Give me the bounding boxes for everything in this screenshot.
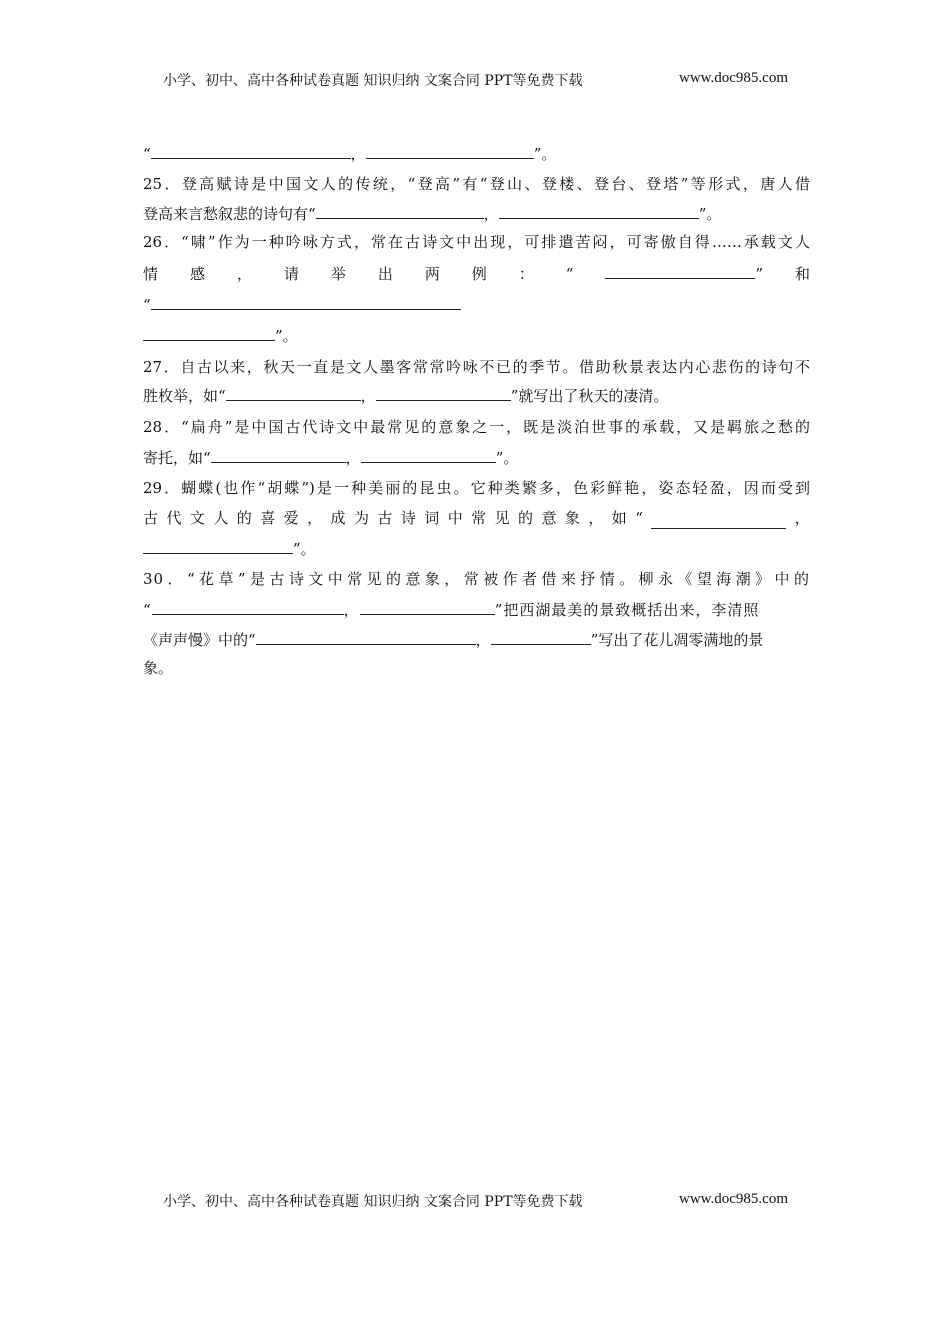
text: ，: [343, 601, 360, 619]
q26-answer-line-3: [143, 324, 810, 346]
char: 两: [424, 265, 440, 283]
text: ，: [345, 449, 361, 467]
header-text: 小学、初中、高中各种试卷真题 知识归纳 文案合同 PPT等免费下载: [163, 73, 583, 89]
char: 和: [794, 265, 810, 283]
answer-blank[interactable]: [366, 142, 534, 159]
char: 意: [541, 509, 557, 527]
q26-answer-line-2: [143, 293, 810, 315]
answer-blank[interactable]: [361, 446, 496, 463]
answer-blank[interactable]: [211, 446, 346, 463]
char: 例: [471, 265, 487, 283]
q26-text: 26．“啸”作为一种吟咏方式，常在古诗文中出现，可排遣苦闷，可寄傲自得……承载文人: [143, 233, 810, 251]
text: ”就写出了秋天的凄清。: [510, 387, 669, 405]
q28-text: 28．“扁舟”是中国古代诗文中最常见的意象之一，既是淡泊世事的承载，又是羁旅之愁的: [143, 418, 810, 436]
char: 中: [447, 509, 463, 527]
char: ，: [307, 509, 323, 527]
text: 寄托，如“: [143, 449, 211, 467]
header-url: www.doc985.com: [678, 70, 788, 86]
text: “: [143, 601, 152, 619]
text: “: [143, 296, 151, 314]
page-header: [163, 70, 788, 90]
answer-blank[interactable]: [360, 598, 495, 615]
q29-text: 29．蝴蝶(也作“胡蝶”)是一种美丽的昆虫。它种类繁多，色彩鲜艳，姿态轻盈，因而受到: [143, 479, 810, 497]
char: 情: [143, 265, 159, 283]
text: ”。: [495, 449, 519, 467]
text: “: [143, 145, 151, 163]
page-footer: [163, 1191, 788, 1211]
q28-answer-line: [143, 446, 810, 468]
char: 古: [377, 509, 393, 527]
text: ”写出了花儿凋零满地的景: [590, 631, 764, 649]
text: ，: [475, 631, 491, 649]
q30-end: 象。: [143, 659, 174, 677]
q29-spaced-line: [143, 507, 810, 529]
answer-blank[interactable]: [376, 384, 511, 401]
char: 文: [189, 509, 205, 527]
text: ”把西湖最美的景致概括出来，李清照: [494, 601, 760, 619]
char: 如: [611, 509, 627, 527]
char: 为: [353, 509, 369, 527]
char: “: [565, 265, 574, 283]
char: 词: [424, 509, 440, 527]
answer-blank[interactable]: [151, 142, 351, 159]
char: 感: [189, 265, 205, 283]
char: 人: [213, 509, 229, 527]
char: ：: [518, 265, 534, 283]
q29-answer-line-2: [143, 537, 810, 559]
char: ，: [236, 265, 252, 283]
q27-text: 27．自古以来，秋天一直是文人墨客常常吟咏不已的季节。借助秋景表达内心悲伤的诗句不: [143, 358, 810, 376]
answer-blank[interactable]: [316, 202, 484, 219]
answer-blank[interactable]: [152, 598, 344, 615]
q30-answer-line: [143, 598, 810, 620]
char: 诗: [400, 509, 416, 527]
q27-answer-line: [143, 384, 810, 406]
char: ，: [794, 509, 810, 527]
char: “: [635, 509, 643, 527]
char: 象: [564, 509, 580, 527]
footer-text: 小学、初中、高中各种试卷真题 知识归纳 文案合同 PPT等免费下载: [163, 1194, 583, 1210]
text: 《声声慢》中的“: [143, 631, 256, 649]
text: ”。: [275, 327, 298, 345]
char: 见: [494, 509, 510, 527]
char: 古: [143, 509, 159, 527]
footer-url: www.doc985.com: [678, 1191, 788, 1207]
char: 的: [518, 509, 534, 527]
char: ，: [588, 509, 604, 527]
text: 胜枚举，如“: [143, 387, 226, 405]
char: 成: [330, 509, 346, 527]
answer-blank[interactable]: [651, 512, 786, 529]
char: 的: [236, 509, 252, 527]
q26-spaced-line: [143, 263, 810, 285]
text: ”: [755, 265, 764, 283]
text: ，: [483, 205, 499, 223]
text: ”。: [698, 205, 722, 223]
char: 爱: [283, 509, 299, 527]
q25-text: 25．登高赋诗是中国文人的传统，“登高”有“登山、登楼、登台、登塔”等形式，唐人借: [143, 175, 810, 193]
char: 常: [471, 509, 487, 527]
text: 登高来言愁叙悲的诗句有“: [143, 205, 316, 223]
answer-blank[interactable]: [491, 628, 591, 645]
answer-blank[interactable]: [151, 293, 461, 310]
answer-blank[interactable]: [143, 537, 293, 554]
answer-blank[interactable]: [143, 324, 275, 341]
answer-blank[interactable]: [256, 628, 476, 645]
text: ”。: [293, 540, 316, 558]
text: ”。: [533, 145, 557, 163]
q24-answer-line: [143, 142, 810, 164]
char: 出: [377, 265, 393, 283]
answer-blank[interactable]: [605, 262, 755, 279]
char: 举: [330, 265, 346, 283]
answer-blank[interactable]: [226, 384, 361, 401]
char: 代: [166, 509, 182, 527]
q25-answer-line: [143, 202, 810, 224]
text: ，: [350, 145, 366, 163]
q30-text: 30．“花草”是古诗文中常见的意象，常被作者借来抒情。柳永《望海潮》中的: [143, 570, 810, 588]
q30-answer-line-2: [143, 628, 810, 650]
text: ，: [360, 387, 376, 405]
answer-blank[interactable]: [499, 202, 699, 219]
char: 请: [283, 265, 299, 283]
char: 喜: [260, 509, 276, 527]
